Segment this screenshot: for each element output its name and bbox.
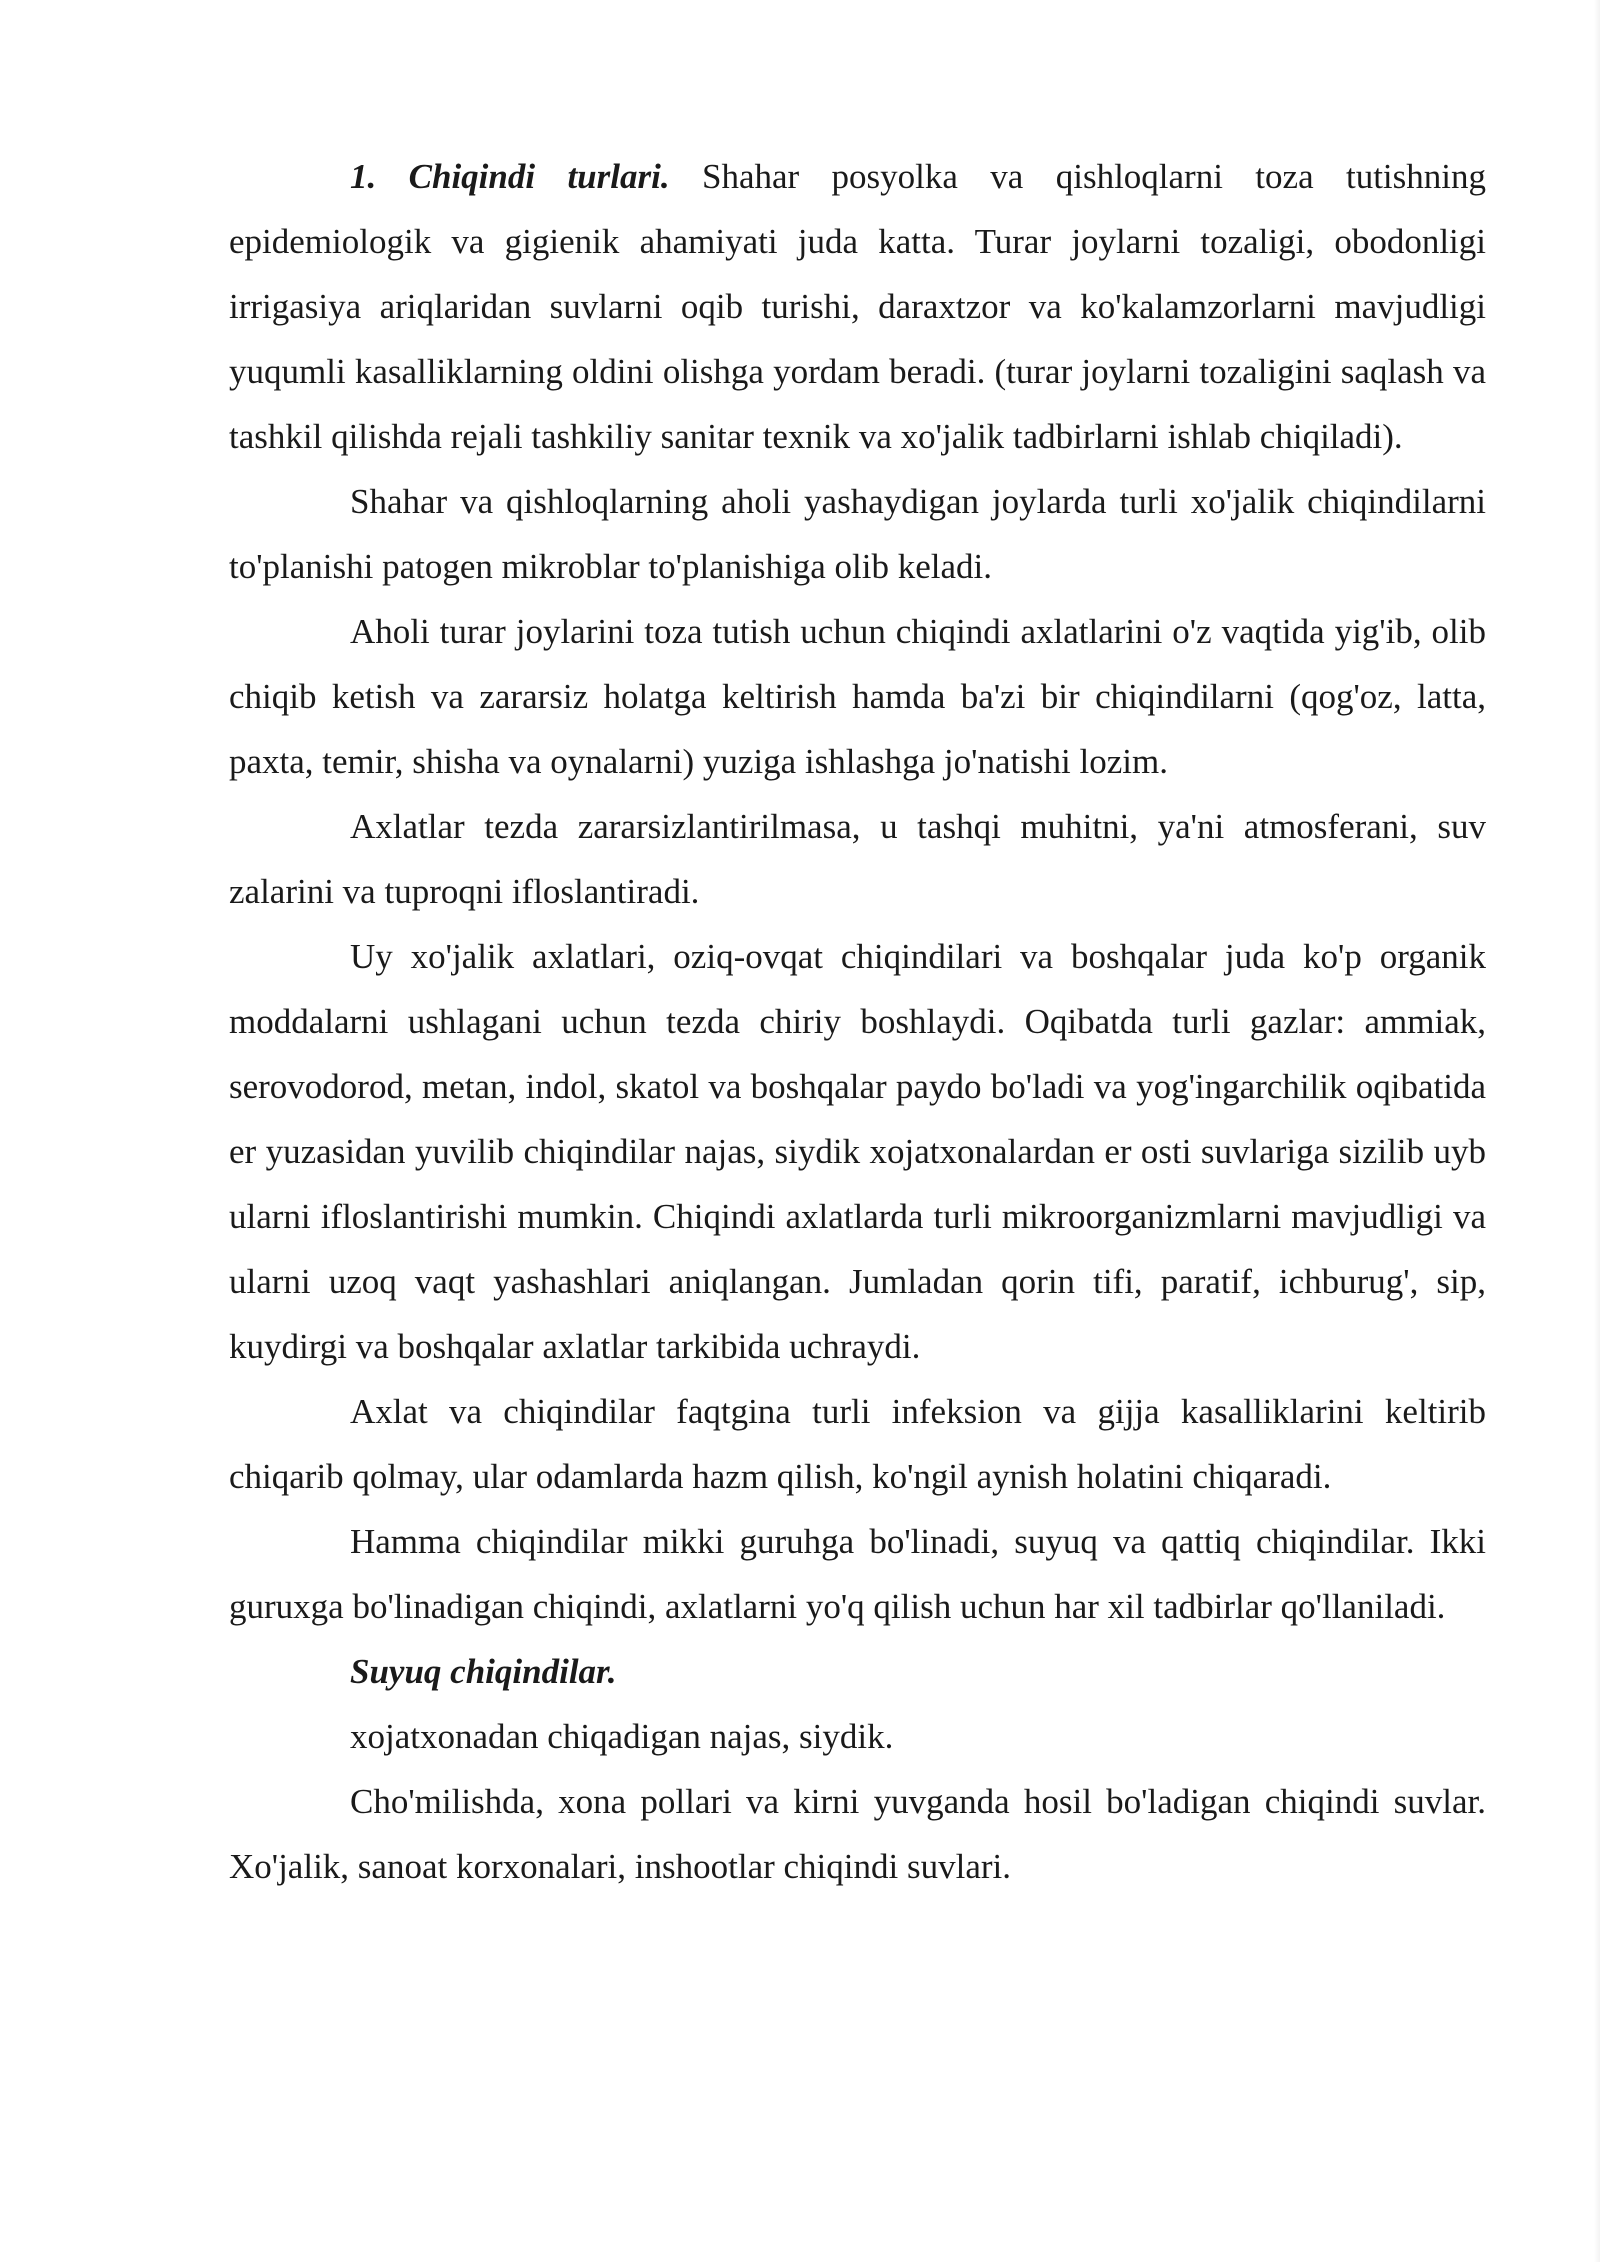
section-heading: 1. Chiqindi turlari. bbox=[350, 157, 670, 196]
paragraph: Axlatlar tezda zararsizlantirilmasa, u tashqi muhitni, ya'ni atmosferani, suv zalarini va tuproqni ifloslantiradi. bbox=[229, 807, 1486, 911]
paragraph: Shahar va qishloqlarning aholi yashaydigan joylarda turli xo'jalik chiqindilarni to'planishi patogen mikroblar to'planishiga olib keladi. bbox=[229, 482, 1486, 586]
paragraph-text: Shahar posyolka va qishloqlarni toza tutishning epidemiologik va gigienik ahamiyati juda katta. Turar joylarni tozaligi, obodonligi irrigasiya ariqlaridan suvlarni oqib turishi, daraxtzor va ko'kalamzorlarni mavjudligi yuqumli kasalliklarning oldini olishga yordam beradi. (turar joylarni tozaligini saqlash va tashkil qilishda rejali tashkiliy sanitar texnik va xo'jalik tadbirlarni ishlab chiqiladi). bbox=[229, 157, 1487, 456]
paragraph: Uy xo'jalik axlatlari, oziq-ovqat chiqindilari va boshqalar juda ko'p organik moddalarni ushlagani uchun tezda chiriy boshlaydi. Oqibatda turli gazlar: ammiak, serovodorod, metan, indol, skatol va boshqalar paydo bo'ladi va yog'ingarchilik oqibatida er yuzasidan yuvilib chiqindilar najas, siydik xojatxonalardan er osti suvlariga sizilib uyb ularni ifloslantirishi mumkin. Chiqindi axlatlarda turli mikroorganizmlarni mavjudligi va ularni uzoq vaqt yashashlari aniqlangan. Jumladan qorin tifi, paratif, ichburug', sip, kuydirgi va boshqalar axlatlar tarkibida uchraydi. bbox=[229, 937, 1486, 1366]
paragraph: Hamma chiqindilar mikki guruhga bo'linadi, suyuq va qattiq chiqindilar. Ikki guruxga bo'linadigan chiqindi, axlatlarni yo'q qilish uchun har xil tadbirlar qo'llaniladi. bbox=[229, 1522, 1486, 1626]
paragraph-intro bbox=[229, 144, 1486, 469]
paragraph: Cho'milishda, xona pollari va kirni yuvganda hosil bo'ladigan chiqindi suvlar. Xo'jalik, sanoat korxonalari, inshootlar chiqindi suvlari. bbox=[229, 1782, 1486, 1886]
paragraph: xojatxonadan chiqadigan najas, siydik. bbox=[350, 1717, 894, 1756]
document-body bbox=[229, 144, 1486, 1899]
paragraph: Aholi turar joylarini toza tutish uchun chiqindi axlatlarini o'z vaqtida yig'ib, olib chiqib ketish va zararsiz holatga keltirish hamda ba'zi bir chiqindilarni (qog'oz, latta, paxta, temir, shisha va oynalarni) yuziga ishlashga jo'natishi lozim. bbox=[229, 612, 1486, 781]
page-edge-shadow bbox=[1594, 0, 1600, 2262]
subheading-liquid-waste: Suyuq chiqindilar. bbox=[350, 1652, 617, 1691]
paragraph: Axlat va chiqindilar faqtgina turli infeksion va gijja kasalliklarini keltirib chiqarib qolmay, ular odamlarda hazm qilish, ko'ngil aynish holatini chiqaradi. bbox=[229, 1392, 1486, 1496]
